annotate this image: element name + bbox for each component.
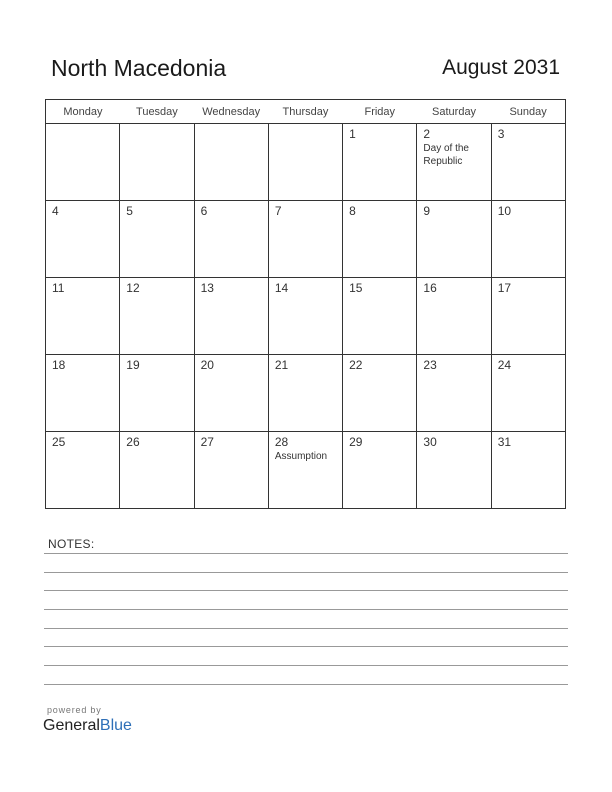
day-cell — [491, 432, 565, 509]
day-number: 3 — [497, 127, 505, 141]
day-number: 22 — [349, 358, 363, 372]
day-number: 23 — [423, 358, 437, 372]
day-cell — [491, 278, 565, 355]
day-number: 12 — [126, 281, 140, 295]
day-number: 8 — [349, 204, 356, 218]
calendar-grid — [45, 99, 566, 509]
generalblue-logo — [43, 717, 132, 735]
day-cell — [194, 355, 268, 432]
weekday-wednesday: Wednesday — [194, 100, 268, 124]
notes-label: NOTES: — [48, 537, 95, 551]
week-row — [46, 432, 566, 509]
weekday-header-row — [46, 100, 566, 124]
day-number: 9 — [423, 204, 431, 218]
day-cell — [343, 355, 417, 432]
day-cell — [194, 278, 268, 355]
day-number: 10 — [497, 204, 512, 218]
brand-general-text: General — [43, 717, 100, 734]
day-cell — [268, 124, 342, 201]
day-number: 30 — [423, 435, 437, 449]
day-cell — [46, 201, 120, 278]
day-cell — [417, 201, 491, 278]
weekday-friday: Friday — [343, 100, 417, 124]
day-cell — [417, 355, 491, 432]
day-number: 31 — [497, 435, 512, 449]
day-number: 7 — [274, 204, 282, 218]
weekday-monday: Monday — [46, 100, 120, 124]
day-number: 17 — [497, 281, 512, 295]
day-number: 1 — [349, 127, 356, 141]
notes-line — [44, 684, 568, 685]
day-number: 29 — [349, 435, 363, 449]
day-cell — [194, 432, 268, 509]
day-number: 6 — [200, 204, 208, 218]
day-number: 20 — [200, 358, 214, 372]
brand-blue-text: Blue — [99, 717, 132, 734]
holiday-label: Assumption — [274, 451, 328, 462]
day-cell — [194, 201, 268, 278]
day-number: 5 — [126, 204, 133, 218]
notes-line — [44, 609, 568, 610]
day-cell — [46, 278, 120, 355]
day-cell — [120, 355, 194, 432]
day-number: 26 — [126, 435, 140, 449]
holiday-label: Day of the Republic — [423, 143, 469, 167]
day-number: 21 — [274, 358, 289, 372]
notes-line — [44, 590, 568, 591]
week-row — [46, 278, 566, 355]
calendar-country-title: North Macedonia — [51, 55, 227, 81]
notes-line — [44, 553, 568, 554]
day-cell — [491, 201, 565, 278]
powered-by-text: powered by — [47, 705, 102, 715]
day-number: 15 — [349, 281, 363, 295]
week-row — [46, 124, 566, 201]
weekday-tuesday: Tuesday — [120, 100, 194, 124]
day-cell — [120, 278, 194, 355]
day-cell — [268, 355, 342, 432]
day-cell — [46, 355, 120, 432]
day-number: 13 — [200, 281, 214, 295]
notes-line — [44, 665, 568, 666]
day-cell — [343, 432, 417, 509]
day-number: 24 — [497, 358, 512, 372]
day-number: 18 — [52, 358, 66, 372]
day-cell — [120, 432, 194, 509]
notes-line — [44, 572, 568, 573]
day-cell — [120, 201, 194, 278]
notes-line — [44, 628, 568, 629]
day-number: 4 — [52, 204, 59, 218]
calendar-month-title: August 2031 — [442, 56, 560, 79]
day-cell — [120, 124, 194, 201]
notes-line — [44, 646, 568, 647]
day-cell — [343, 278, 417, 355]
day-number: 27 — [200, 435, 214, 449]
day-cell — [343, 201, 417, 278]
day-number: 16 — [423, 281, 437, 295]
day-cell — [194, 124, 268, 201]
day-number: 19 — [126, 358, 140, 372]
day-cell — [268, 201, 342, 278]
day-cell — [417, 432, 491, 509]
day-cell — [343, 124, 417, 201]
weekday-thursday: Thursday — [268, 100, 342, 124]
day-cell — [417, 124, 491, 201]
day-cell — [46, 432, 120, 509]
day-cell — [491, 124, 565, 201]
week-row — [46, 355, 566, 432]
day-cell — [268, 278, 342, 355]
weekday-saturday: Saturday — [417, 100, 491, 124]
day-cell — [491, 355, 565, 432]
day-cell — [417, 278, 491, 355]
weekday-sunday: Sunday — [491, 100, 565, 124]
day-number: 25 — [52, 435, 66, 449]
day-number: 28 — [274, 435, 289, 449]
day-cell — [46, 124, 120, 201]
day-number: 2 — [423, 127, 431, 141]
day-number: 11 — [52, 281, 65, 295]
week-row — [46, 201, 566, 278]
day-number: 14 — [274, 281, 289, 295]
day-cell — [268, 432, 342, 509]
